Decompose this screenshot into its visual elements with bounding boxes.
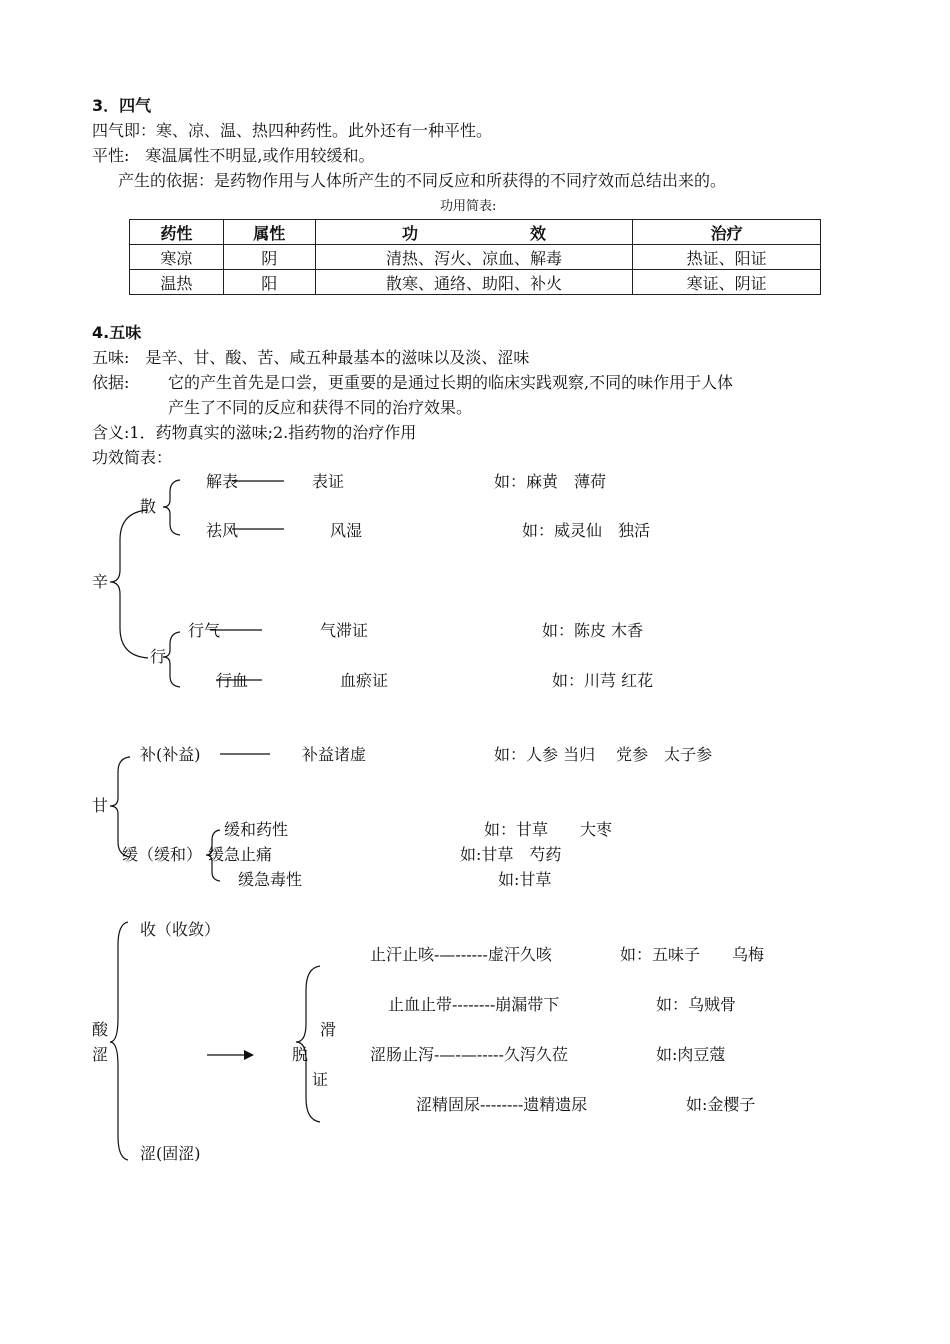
table-cell: 阳 [223, 270, 315, 295]
xin-example: 如：川芎 红花 [552, 671, 654, 690]
bu-label: 补(补益) [140, 745, 201, 764]
huan-label: 缓（缓和） [122, 845, 203, 864]
table-header: 治疗 [633, 220, 821, 245]
suan-label: 酸 [92, 1020, 109, 1039]
suan-row-text: 止汗止咳-—------虚汗久咳 [370, 945, 552, 964]
section-3-title: 3．四气 [92, 96, 152, 115]
xin-action: 解表 [206, 472, 239, 491]
table-header: 属性 [223, 220, 315, 245]
brace-gan [110, 757, 130, 857]
xin-target: 表证 [312, 472, 345, 491]
shou-label: 收（收敛） [140, 920, 221, 939]
brace-san [163, 480, 180, 535]
table-cell: 散寒、通络、助阳、补火 [315, 270, 633, 295]
huan-action: 缓和药性 [224, 820, 289, 839]
bu-example: 如：人参 当归 党参 太子参 [494, 745, 713, 764]
table-cell: 清热、泻火、凉血、解毒 [315, 245, 633, 270]
xin-action: 行血 [216, 671, 249, 690]
xin-target: 血瘀证 [340, 671, 389, 690]
xing-label: 行 [150, 647, 167, 666]
table-cell: 温热 [130, 270, 224, 295]
table-header: 药性 [130, 220, 224, 245]
suan-row-example: 如：乌贼骨 [656, 995, 737, 1014]
huan-example: 如:甘草 芍药 [460, 845, 562, 864]
table-caption: 功用简表: [440, 199, 497, 214]
suan-row-text: 涩精固尿--------遗精遗尿 [416, 1095, 588, 1114]
se-label: 涩 [92, 1045, 109, 1064]
zheng-label: 证 [312, 1070, 329, 1089]
table-cell: 寒凉 [130, 245, 224, 270]
brace-huatuo [296, 966, 320, 1122]
xin-target: 风湿 [330, 521, 363, 540]
huan-example: 如：甘草 大枣 [484, 820, 613, 839]
xin-example: 如：威灵仙 独活 [522, 521, 651, 540]
xin-example: 如：麻黄 薄荷 [494, 472, 607, 491]
table-cell: 寒证、阴证 [633, 270, 821, 295]
brace-xin [110, 510, 148, 658]
wuwei-definition: 五味: 是辛、甘、酸、苦、咸五种最基本的滋味以及淡、涩味 [92, 348, 530, 367]
suan-row-example: 如:金樱子 [686, 1095, 756, 1114]
yiju-line-1: 它的产生首先是口尝，更重要的是通过长期的临床实践观察,不同的味作用于人体 [168, 373, 734, 392]
xin-label: 辛 [92, 572, 109, 591]
siqi-definition: 四气即：寒、凉、温、热四种药性。此外还有一种平性。 [92, 121, 493, 140]
bu-target: 补益诸虚 [302, 745, 367, 764]
suan-row-text: 止血止带--------崩漏带下 [388, 995, 560, 1014]
suan-row-example: 如:肉豆蔻 [656, 1045, 726, 1064]
table-cell: 热证、阳证 [633, 245, 821, 270]
pingxing-definition: 平性: 寒温属性不明显,或作用较缓和。 [92, 146, 375, 165]
yiju-label: 依据: [92, 373, 130, 392]
suan-row-text: 涩肠止泻-—-—-----久泻久莅 [370, 1045, 568, 1064]
table-cell: 阴 [223, 245, 315, 270]
hanyi: 含义:1．药物真实的滋味;2.指药物的治疗作用 [92, 423, 417, 442]
xin-example: 如：陈皮 木香 [542, 621, 644, 640]
xin-action: 行气 [188, 621, 221, 640]
huan-action: 缓急止痛 [208, 845, 273, 864]
suan-row-example: 如：五味子 乌梅 [620, 945, 765, 964]
section-4-title: 4.五味 [92, 323, 142, 342]
brace-suanse [110, 922, 128, 1160]
xin-action: 祛风 [206, 521, 239, 540]
tuo-label: 脱 [292, 1045, 309, 1064]
san-label: 散 [140, 497, 157, 516]
yiju-line-2: 产生了不同的反应和获得不同的治疗效果。 [168, 398, 473, 417]
hua-label: 滑 [320, 1020, 337, 1039]
huan-example: 如:甘草 [498, 870, 552, 889]
gongxiao-caption: 功效简表： [92, 448, 173, 467]
gan-label: 甘 [92, 796, 109, 815]
gse-label: 涩(固涩) [140, 1144, 201, 1163]
table-header: 功 效 [315, 220, 633, 245]
huan-action: 缓急毒性 [238, 870, 303, 889]
xin-target: 气滞证 [320, 621, 369, 640]
siqi-basis: 产生的依据：是药物作用与人体所产生的不同反应和所获得的不同疗效而总结出来的。 [118, 171, 727, 190]
